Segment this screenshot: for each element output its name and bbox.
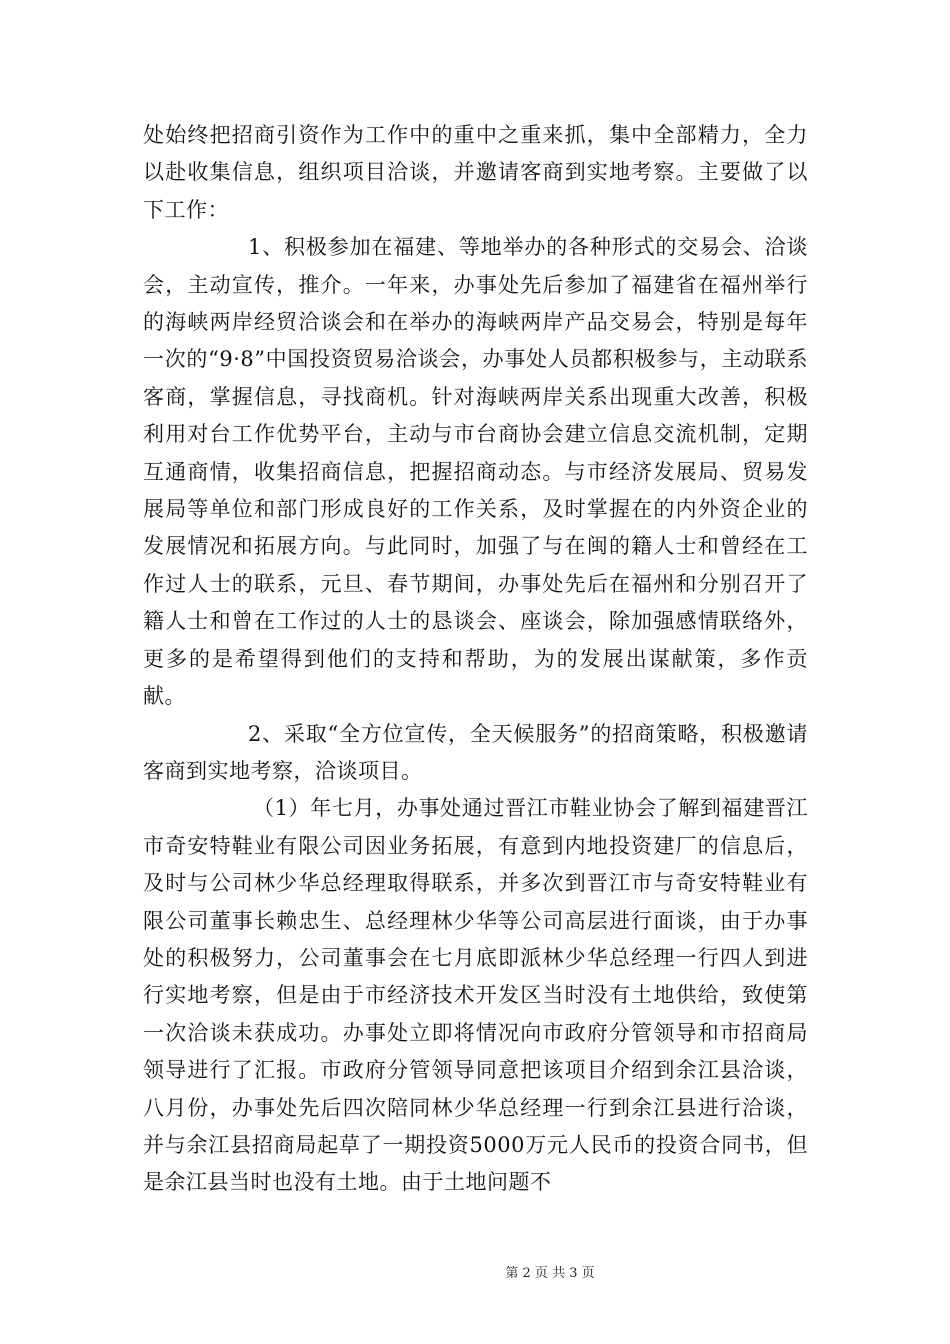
page-footer: 第 2 页 共 3 页 <box>505 1266 595 1281</box>
paragraph-intro: 处始终把招商引资作为工作中的重中之重来抓，集中全部精力，全力以赴收集信息，组织项目洽谈，并邀请客商到实地考察。主要做了以下工作： <box>143 123 808 222</box>
paragraph-item-1: 1、积极参加在福建、等地举办的各种形式的交易会、洽谈会，主动宣传，推介。一年来，办事处先后参加了福建省在福州举行的海峡两岸经贸洽谈会和在举办的海峡两岸产品交易会，特别是每年一次的“9·8”中国投资贸易洽谈会，办事处人员都积极参与，主动联系客商，掌握信息，寻找商机。针对海峡两岸关系出现重大改善，积极利用对台工作优势平台，主动与市台商协会建立信息交流机制，定期互通商情，收集招商信息，把握招商动态。与市经济发展局、贸易发展局等单位和部门形成良好的工作关系，及时掌握在的内外资企业的发展情况和拓展方向。与此同时，加强了与在闽的籍人士和曾经在工作过人士的联系，元旦、春节期间，办事处先后在福州和分别召开了籍人士和曾在工作过的人士的恳谈会、座谈会，除加强感情联络外，更多的是希望得到他们的支持和帮助，为的发展出谋献策，多作贡献。 <box>143 235 808 709</box>
paragraph-item-2: 2、采取“全方位宣传，全天候服务”的招商策略，积极邀请客商到实地考察，洽谈项目。 <box>143 721 808 783</box>
paragraph-subitem-1: （1）年七月，办事处通过晋江市鞋业协会了解到福建晋江市奇安特鞋业有限公司因业务拓展，有意到内地投资建厂的信息后，及时与公司林少华总经理取得联系，并多次到晋江市与奇安特鞋业有限公司董事长赖忠生、总经理林少华等公司高层进行面谈，由于办事处的积极努力，公司董事会在七月底即派林少华总经理一行四人到进行实地考察，但是由于市经济技术开发区当时没有土地供给，致使第一次洽谈未获成功。办事处立即将情况向市政府分管领导和市招商局领导进行了汇报。市政府分管领导同意把该项目介绍到余江县洽谈，八月份，办事处先后四次陪同林少华总经理一行到余江县进行洽谈，并与余江县招商局起草了一期投资5000万元人民币的投资合同书，但是余江县当时也没有土地。由于土地问题不 <box>143 796 808 1195</box>
document-body <box>143 117 808 1202</box>
